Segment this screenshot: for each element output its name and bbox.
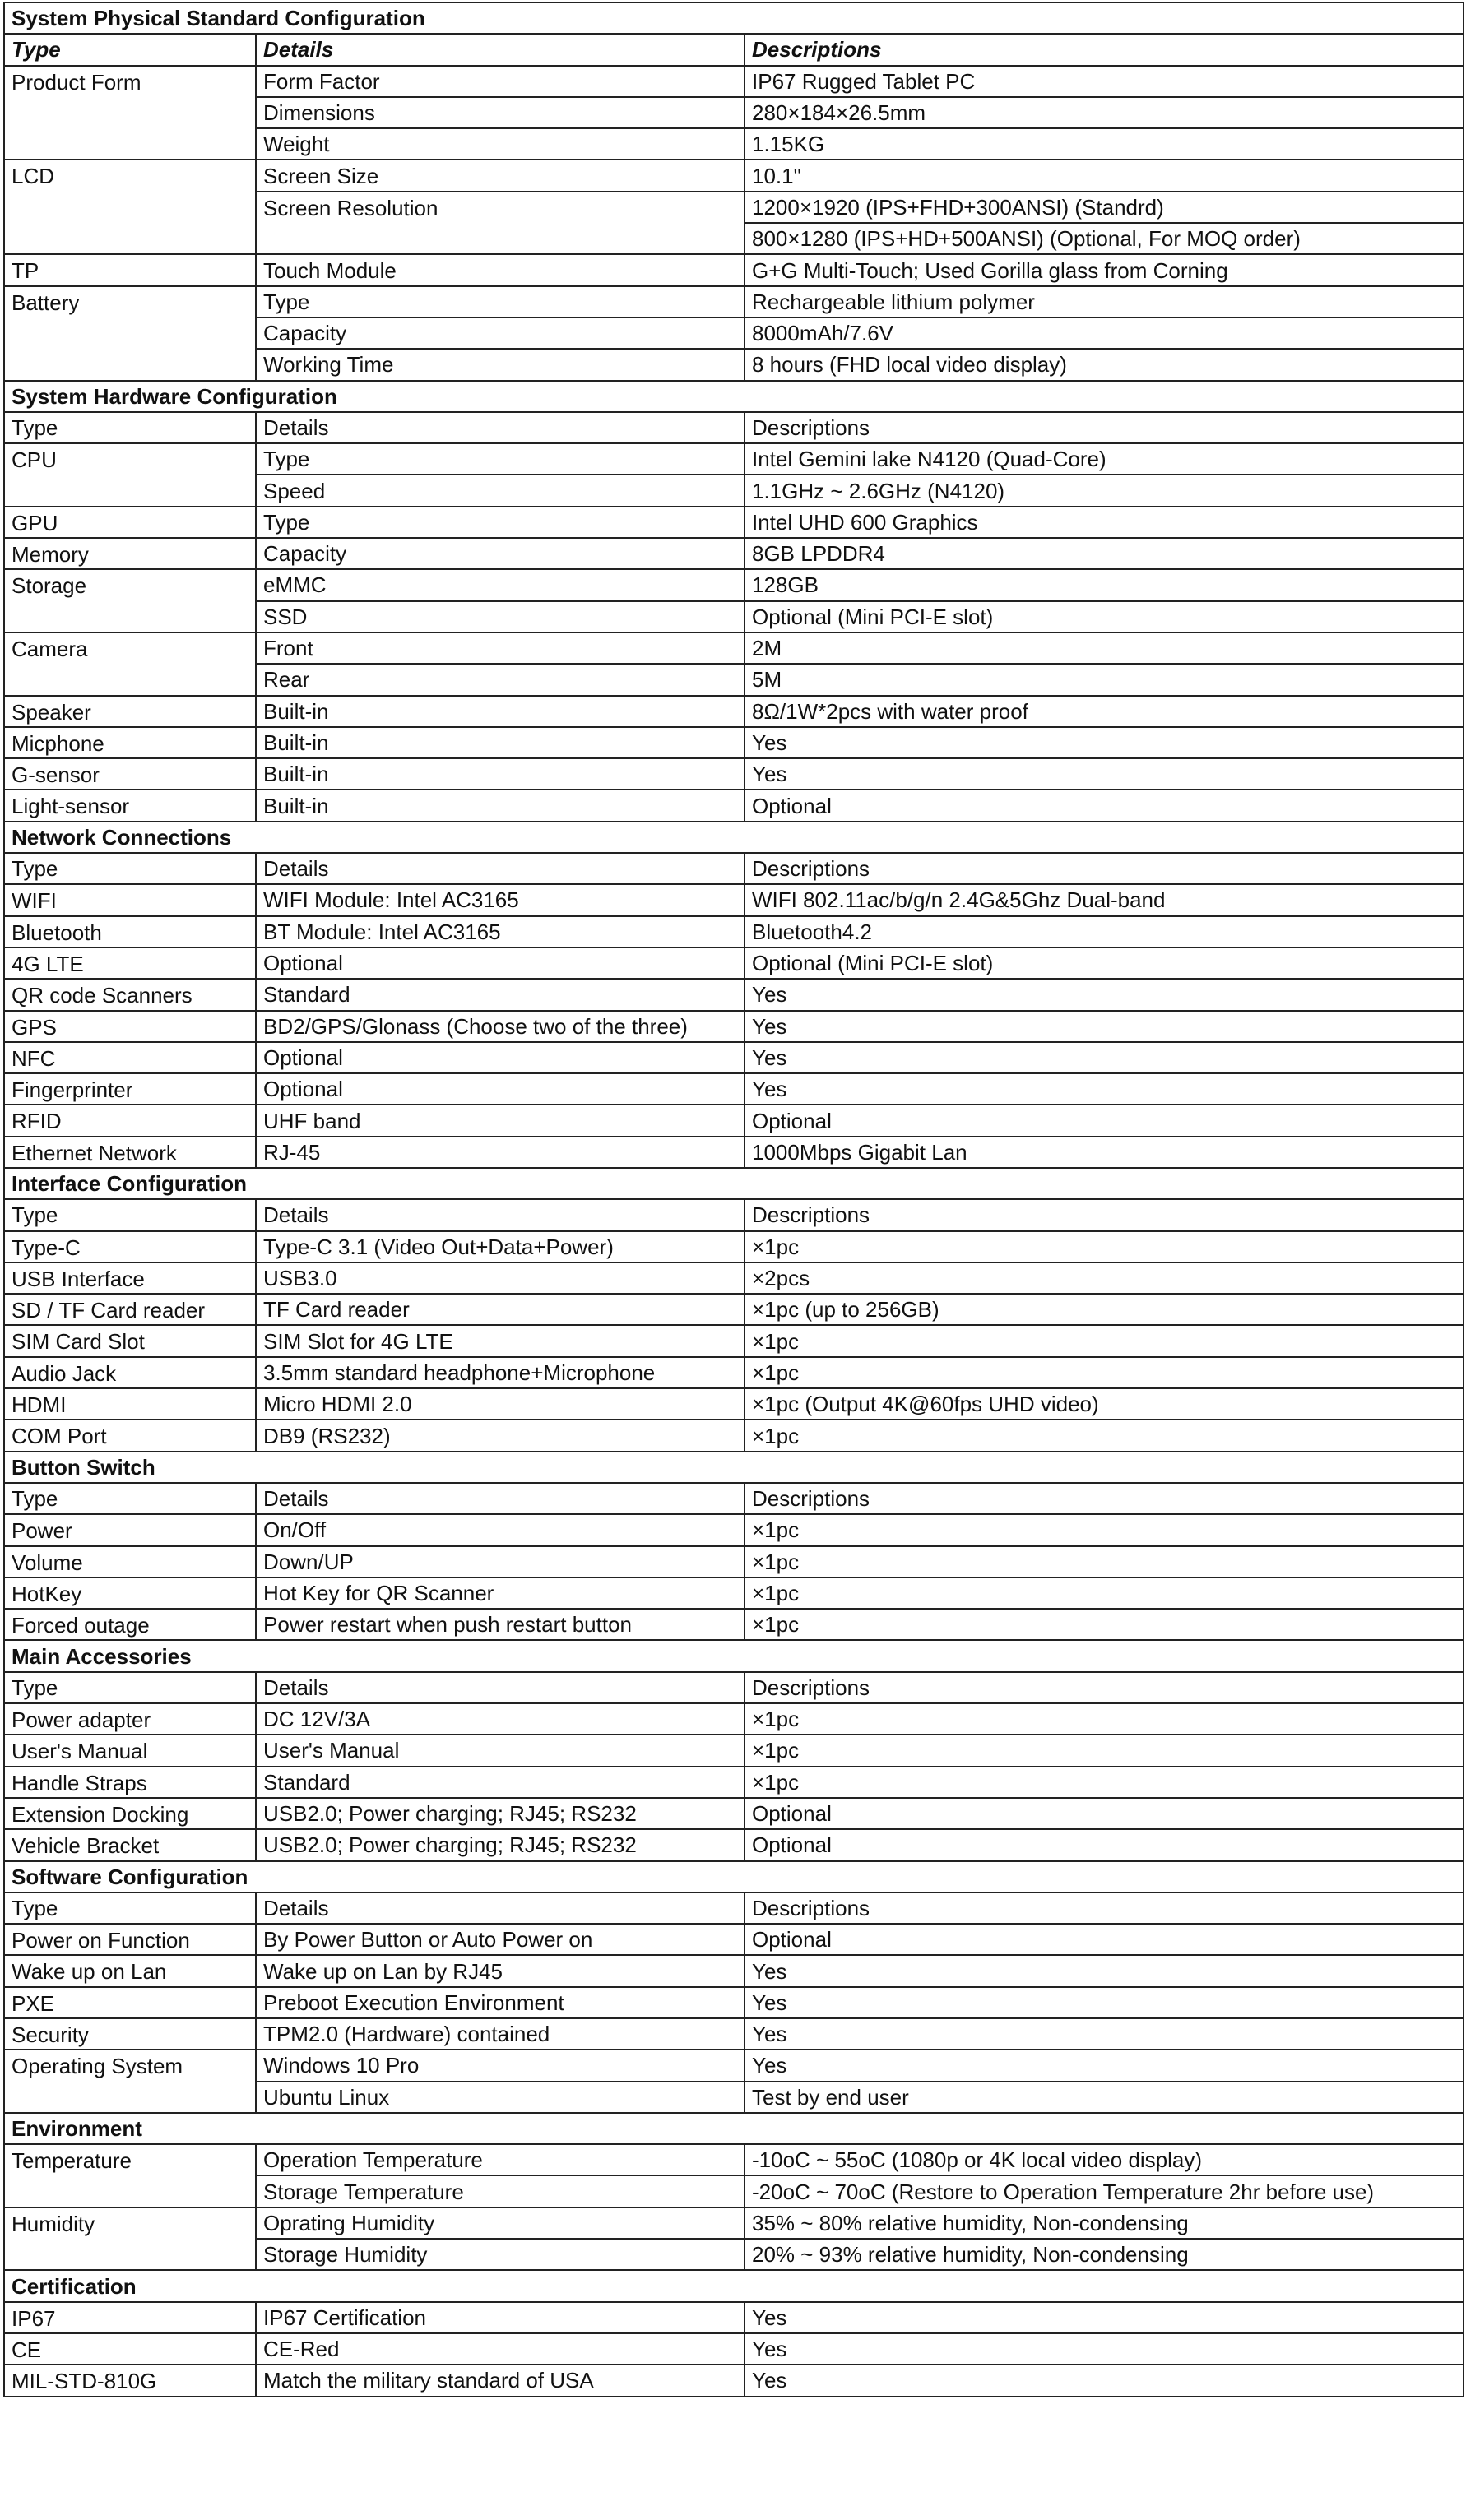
table-row [4,758,1464,790]
descriptions-cell: 1000Mbps Gigabit Lan [745,1137,1464,1168]
table-row [4,507,1464,538]
table-row [4,1987,1464,2018]
type-cell: Vehicle Bracket [4,1829,256,1860]
column-header-type: Type [4,412,256,443]
descriptions-cell: ×1pc [745,1577,1464,1609]
descriptions-cell: Yes [745,1987,1464,2018]
table-row [4,2050,1464,2081]
column-header-type: Type [4,1483,256,1514]
details-cell: Type [256,443,745,475]
descriptions-cell: 1.1GHz ~ 2.6GHz (N4120) [745,475,1464,506]
descriptions-cell: Optional [745,1798,1464,1829]
descriptions-cell: Optional [745,1105,1464,1136]
table-row [4,1294,1464,1325]
descriptions-cell: ×1pc [745,1231,1464,1262]
details-cell: Down/UP [256,1546,745,1577]
table-row [4,2144,1464,2175]
descriptions-cell: 800×1280 (IPS+HD+500ANSI) (Optional, For MOQ order) [745,223,1464,254]
column-header-type: Type [4,1672,256,1703]
descriptions-cell: 280×184×26.5mm [745,97,1464,128]
type-cell: HDMI [4,1388,256,1420]
descriptions-cell: Yes [745,2050,1464,2081]
details-cell: WIFI Module: Intel AC3165 [256,884,745,915]
descriptions-cell: Optional [745,1924,1464,1955]
descriptions-cell: Yes [745,979,1464,1010]
details-cell: Preboot Execution Environment [256,1987,745,2018]
section-title: Software Configuration [4,1861,1464,1892]
descriptions-cell: ×1pc [745,1420,1464,1451]
details-cell: Rear [256,664,745,695]
type-cell: CPU [4,443,256,507]
details-cell: Optional [256,1073,745,1105]
section-title: Environment [4,2113,1464,2144]
type-cell: SD / TF Card reader [4,1294,256,1325]
table-row [4,979,1464,1010]
section-title: Certification [4,2270,1464,2301]
descriptions-cell: Intel Gemini lake N4120 (Quad-Core) [745,443,1464,475]
type-cell: 4G LTE [4,947,256,979]
details-cell: Touch Module [256,254,745,285]
details-cell: USB2.0; Power charging; RJ45; RS232 [256,1829,745,1860]
type-cell: Extension Docking [4,1798,256,1829]
descriptions-cell: ×1pc [745,1767,1464,1798]
table-row [4,2207,1464,2239]
column-header-descriptions: Descriptions [745,1483,1464,1514]
type-cell: GPS [4,1011,256,1042]
descriptions-cell: Yes [745,727,1464,758]
section-title-row [4,2,1464,34]
details-cell: TF Card reader [256,1294,745,1325]
table-row [4,1798,1464,1829]
details-cell: UHF band [256,1105,745,1136]
table-row [4,160,1464,191]
type-cell: Storage [4,569,256,632]
type-cell: SIM Card Slot [4,1325,256,1356]
section-title: Interface Configuration [4,1168,1464,1199]
type-cell: Product Form [4,66,256,160]
type-cell: LCD [4,160,256,254]
table-row [4,1420,1464,1451]
table-row [4,2365,1464,2396]
descriptions-cell: 10.1" [745,160,1464,191]
details-cell: Type-C 3.1 (Video Out+Data+Power) [256,1231,745,1262]
details-cell: TPM2.0 (Hardware) contained [256,2018,745,2050]
details-cell: Micro HDMI 2.0 [256,1388,745,1420]
section-title-row [4,1861,1464,1892]
type-cell: Forced outage [4,1609,256,1640]
details-cell: Standard [256,979,745,1010]
details-cell: User's Manual [256,1735,745,1766]
column-header-row [4,853,1464,884]
details-cell: Capacity [256,538,745,569]
details-cell: Storage Temperature [256,2175,745,2207]
table-row [4,790,1464,821]
column-header-row [4,34,1464,65]
table-row [4,66,1464,97]
table-row [4,1829,1464,1860]
type-cell: Battery [4,286,256,381]
type-cell: Memory [4,538,256,569]
details-cell: Storage Humidity [256,2239,745,2270]
details-cell: BT Module: Intel AC3165 [256,916,745,947]
details-cell: Built-in [256,790,745,821]
column-header-row [4,1672,1464,1703]
column-header-descriptions: Descriptions [745,1892,1464,1924]
table-row [4,947,1464,979]
section-title: Button Switch [4,1452,1464,1483]
column-header-type: Type [4,1199,256,1230]
table-row [4,2302,1464,2333]
details-cell: Match the military standard of USA [256,2365,745,2396]
details-cell: BD2/GPS/Glonass (Choose two of the three) [256,1011,745,1042]
table-row [4,569,1464,600]
section-title-row [4,381,1464,412]
type-cell: Security [4,2018,256,2050]
type-cell: HotKey [4,1577,256,1609]
column-header-details: Details [256,412,745,443]
details-cell: DB9 (RS232) [256,1420,745,1451]
descriptions-cell: Bluetooth4.2 [745,916,1464,947]
column-header-descriptions: Descriptions [745,1199,1464,1230]
column-header-type: Type [4,1892,256,1924]
table-row [4,1105,1464,1136]
details-cell: Working Time [256,349,745,380]
spec-table [3,2,1464,2397]
table-row [4,632,1464,664]
table-row [4,1735,1464,1766]
column-header-row [4,1483,1464,1514]
section-title-row [4,1640,1464,1671]
descriptions-cell: Yes [745,1042,1464,1073]
type-cell: MIL-STD-810G [4,2365,256,2396]
type-cell: RFID [4,1105,256,1136]
descriptions-cell: 8 hours (FHD local video display) [745,349,1464,380]
table-row [4,443,1464,475]
type-cell: COM Port [4,1420,256,1451]
descriptions-cell: ×1pc (up to 256GB) [745,1294,1464,1325]
type-cell: Handle Straps [4,1767,256,1798]
type-cell: Camera [4,632,256,696]
column-header-descriptions: Descriptions [745,1672,1464,1703]
column-header-details: Details [256,1199,745,1230]
table-row [4,1357,1464,1388]
descriptions-cell: 8GB LPDDR4 [745,538,1464,569]
table-row [4,1042,1464,1073]
descriptions-cell: Yes [745,2365,1464,2396]
details-cell: USB3.0 [256,1262,745,1294]
type-cell: Power adapter [4,1703,256,1735]
type-cell: QR code Scanners [4,979,256,1010]
descriptions-cell: Yes [745,2018,1464,2050]
descriptions-cell: ×1pc [745,1514,1464,1545]
descriptions-cell: G+G Multi-Touch; Used Gorilla glass from Corning [745,254,1464,285]
details-cell: Hot Key for QR Scanner [256,1577,745,1609]
section-title: System Hardware Configuration [4,381,1464,412]
type-cell: Temperature [4,2144,256,2207]
descriptions-cell: ×1pc (Output 4K@60fps UHD video) [745,1388,1464,1420]
type-cell: WIFI [4,884,256,915]
details-cell: Weight [256,128,745,160]
details-cell: On/Off [256,1514,745,1545]
details-cell: CE-Red [256,2333,745,2365]
descriptions-cell: Yes [745,1955,1464,1986]
details-cell: Optional [256,947,745,979]
table-row [4,2333,1464,2365]
details-cell: RJ-45 [256,1137,745,1168]
type-cell: NFC [4,1042,256,1073]
table-row [4,1231,1464,1262]
type-cell: Audio Jack [4,1357,256,1388]
details-cell: Built-in [256,727,745,758]
details-cell: Power restart when push restart button [256,1609,745,1640]
descriptions-cell: Optional (Mini PCI-E slot) [745,947,1464,979]
table-row [4,1703,1464,1735]
type-cell: TP [4,254,256,285]
details-cell: SSD [256,601,745,632]
table-row [4,1609,1464,1640]
details-cell: Form Factor [256,66,745,97]
descriptions-cell: Yes [745,758,1464,790]
table-row [4,538,1464,569]
table-row [4,1388,1464,1420]
table-row [4,1577,1464,1609]
descriptions-cell: 1.15KG [745,128,1464,160]
type-cell: G-sensor [4,758,256,790]
descriptions-cell: Optional [745,1829,1464,1860]
table-row [4,1262,1464,1294]
type-cell: Power [4,1514,256,1545]
type-cell: Operating System [4,2050,256,2113]
type-cell: Light-sensor [4,790,256,821]
type-cell: Speaker [4,696,256,727]
table-row [4,254,1464,285]
table-row [4,916,1464,947]
descriptions-cell: ×1pc [745,1546,1464,1577]
details-cell: SIM Slot for 4G LTE [256,1325,745,1356]
column-header-type: Type [4,853,256,884]
type-cell: CE [4,2333,256,2365]
type-cell: USB Interface [4,1262,256,1294]
section-title-row [4,822,1464,853]
details-cell: IP67 Certification [256,2302,745,2333]
table-row [4,1137,1464,1168]
details-cell: Operation Temperature [256,2144,745,2175]
descriptions-cell: 1200×1920 (IPS+FHD+300ANSI) (Standrd) [745,192,1464,223]
table-row [4,1325,1464,1356]
column-header-type: Type [4,34,256,65]
descriptions-cell: Yes [745,2302,1464,2333]
type-cell: Bluetooth [4,916,256,947]
descriptions-cell: -10oC ~ 55oC (1080p or 4K local video display) [745,2144,1464,2175]
descriptions-cell: 2M [745,632,1464,664]
table-row [4,2018,1464,2050]
type-cell: Wake up on Lan [4,1955,256,1986]
column-header-details: Details [256,1672,745,1703]
table-row [4,727,1464,758]
details-cell: Standard [256,1767,745,1798]
details-cell: USB2.0; Power charging; RJ45; RS232 [256,1798,745,1829]
section-title-row [4,1452,1464,1483]
column-header-descriptions: Descriptions [745,34,1464,65]
type-cell: Fingerprinter [4,1073,256,1105]
descriptions-cell: Optional (Mini PCI-E slot) [745,601,1464,632]
descriptions-cell: 128GB [745,569,1464,600]
descriptions-cell: ×2pcs [745,1262,1464,1294]
descriptions-cell: Optional [745,790,1464,821]
type-cell: PXE [4,1987,256,2018]
descriptions-cell: 35% ~ 80% relative humidity, Non-condensing [745,2207,1464,2239]
table-row [4,286,1464,317]
details-cell: Optional [256,1042,745,1073]
details-cell: Ubuntu Linux [256,2082,745,2113]
type-cell: Micphone [4,727,256,758]
column-header-details: Details [256,1892,745,1924]
section-title-row [4,2113,1464,2144]
details-cell: By Power Button or Auto Power on [256,1924,745,1955]
type-cell: Ethernet Network [4,1137,256,1168]
section-title-row [4,1168,1464,1199]
type-cell: Power on Function [4,1924,256,1955]
details-cell: Built-in [256,758,745,790]
details-cell: Oprating Humidity [256,2207,745,2239]
table-row [4,1073,1464,1105]
descriptions-cell: ×1pc [745,1357,1464,1388]
section-title: System Physical Standard Configuration [4,2,1464,34]
type-cell: Type-C [4,1231,256,1262]
table-row [4,696,1464,727]
details-cell: Front [256,632,745,664]
section-title-row [4,2270,1464,2301]
descriptions-cell: 5M [745,664,1464,695]
descriptions-cell: ×1pc [745,1609,1464,1640]
type-cell: Volume [4,1546,256,1577]
descriptions-cell: ×1pc [745,1325,1464,1356]
details-cell: 3.5mm standard headphone+Microphone [256,1357,745,1388]
details-cell: eMMC [256,569,745,600]
details-cell: Screen Size [256,160,745,191]
descriptions-cell: 8Ω/1W*2pcs with water proof [745,696,1464,727]
details-cell: Type [256,286,745,317]
details-cell: Speed [256,475,745,506]
spec-table-body [4,2,1464,2397]
table-row [4,1546,1464,1577]
descriptions-cell: Intel UHD 600 Graphics [745,507,1464,538]
table-row [4,1767,1464,1798]
column-header-descriptions: Descriptions [745,412,1464,443]
section-title: Main Accessories [4,1640,1464,1671]
descriptions-cell: 20% ~ 93% relative humidity, Non-condensing [745,2239,1464,2270]
column-header-descriptions: Descriptions [745,853,1464,884]
descriptions-cell: ×1pc [745,1735,1464,1766]
section-title: Network Connections [4,822,1464,853]
table-row [4,1011,1464,1042]
details-cell: Wake up on Lan by RJ45 [256,1955,745,1986]
column-header-details: Details [256,853,745,884]
details-cell: Built-in [256,696,745,727]
column-header-row [4,1199,1464,1230]
descriptions-cell: IP67 Rugged Tablet PC [745,66,1464,97]
type-cell: IP67 [4,2302,256,2333]
descriptions-cell: -20oC ~ 70oC (Restore to Operation Temperature 2hr before use) [745,2175,1464,2207]
column-header-row [4,1892,1464,1924]
type-cell: User's Manual [4,1735,256,1766]
table-row [4,1924,1464,1955]
details-cell: Dimensions [256,97,745,128]
descriptions-cell: Yes [745,2333,1464,2365]
descriptions-cell: 8000mAh/7.6V [745,317,1464,349]
column-header-details: Details [256,1483,745,1514]
table-row [4,1955,1464,1986]
details-cell: Type [256,507,745,538]
table-row [4,884,1464,915]
descriptions-cell: WIFI 802.11ac/b/g/n 2.4G&5Ghz Dual-band [745,884,1464,915]
column-header-row [4,412,1464,443]
details-cell: Windows 10 Pro [256,2050,745,2081]
table-row [4,1514,1464,1545]
type-cell: Humidity [4,2207,256,2271]
column-header-details: Details [256,34,745,65]
descriptions-cell: Yes [745,1073,1464,1105]
details-cell: DC 12V/3A [256,1703,745,1735]
details-cell: Capacity [256,317,745,349]
details-cell: Screen Resolution [256,192,745,255]
descriptions-cell: ×1pc [745,1703,1464,1735]
descriptions-cell: Rechargeable lithium polymer [745,286,1464,317]
descriptions-cell: Test by end user [745,2082,1464,2113]
type-cell: GPU [4,507,256,538]
descriptions-cell: Yes [745,1011,1464,1042]
